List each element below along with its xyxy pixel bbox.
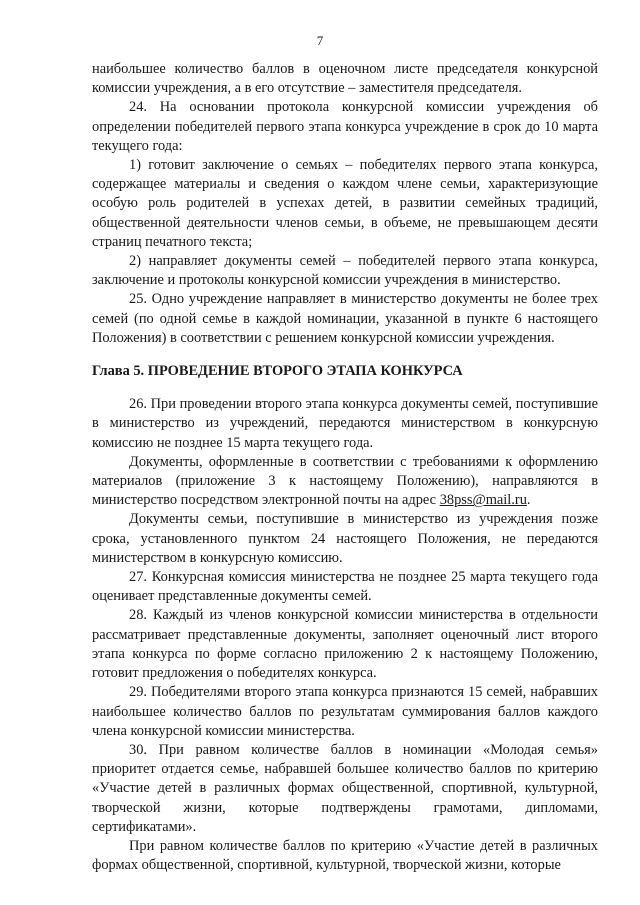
- paragraph: 2) направляет документы семей – победителей первого этапа конкурса, заключение и протоколы конкурсной комиссии учреждения в министерство.: [92, 253, 598, 289]
- paragraph: 30. При равном количестве баллов в номинации «Молодая семья» приоритет отдается семье, набравшей большее количество баллов по критерию «Участие детей в различных формах общественной, спортивной, культурной, творческой жизни, которые подтверждены грамотами, дипломами, сертификатами».: [92, 741, 598, 835]
- paragraph: 28. Каждый из членов конкурсной комиссии министерства в отдельности рассматривает представленные документы, заполняет оценочный лист второго этапа конкурса по форме согласно приложению 2 к настоящему Положению, готовит предложения о победителях конкурса.: [92, 607, 598, 682]
- paragraph: [92, 453, 598, 511]
- paragraph: 1) готовит заключение о семьях – победителях первого этапа конкурса, содержащее материалы и сведения о каждом члене семьи, характеризующие особую роль родителей в успехах детей, в развитии семейных традиций, общественной деятельности членов семьи, в объеме, не превышающем десяти страниц печатного текста;: [92, 157, 598, 250]
- paragraph-text: Документы, оформленные в соответствии с требованиями к оформлению материалов (приложение 3 к настоящему Положению), направляются в министерство посредством электронной почты на адрес: [92, 453, 598, 509]
- paragraph: 25. Одно учреждение направляет в министерство документы не более трех семей (по одной семье в каждой номинации, указанной в пункте 6 настоящего Положения) в соответствии с решением конкурсной комиссии учреждения.: [92, 291, 598, 346]
- paragraph: Документы семьи, поступившие в министерство из учреждения позже срока, установленного пунктом 24 настоящего Положения, не передаются министерством в конкурсную комиссию.: [92, 511, 598, 566]
- email-link[interactable]: 38pss@mail.ru: [439, 492, 527, 509]
- paragraph: 27. Конкурсная комиссия министерства не позднее 25 марта текущего года оценивает представленные документы семей.: [92, 569, 598, 605]
- paragraph: 26. При проведении второго этапа конкурса документы семей, поступившие в министерство из учреждений, передаются министерством в конкурсную комиссию не позднее 15 марта текущего года.: [92, 396, 598, 451]
- paragraph: 29. Победителями второго этапа конкурса признаются 15 семей, набравших наибольшее количество баллов по результатам суммирования баллов каждого члена конкурсной комиссии министерства.: [92, 684, 598, 739]
- email-suffix: .: [526, 492, 531, 509]
- chapter-heading: Глава 5. ПРОВЕДЕНИЕ ВТОРОГО ЭТАПА КОНКУРСА: [92, 363, 463, 380]
- paragraph: При равном количестве баллов по критерию «Участие детей в различных формах общественной, спортивной, культурной, творческой жизни, которые: [92, 837, 598, 874]
- paragraph: 24. На основании протокола конкурсной комиссии учреждения об определении победителей первого этапа конкурса учреждение в срок до 10 марта текущего года:: [92, 99, 598, 154]
- paragraph: наибольшее количество баллов в оценочном листе председателя конкурсной комиссии учреждения, а в его отсутствие – заместителя председателя.: [92, 61, 598, 97]
- document-body: [92, 60, 598, 875]
- page-number: 7: [316, 33, 324, 48]
